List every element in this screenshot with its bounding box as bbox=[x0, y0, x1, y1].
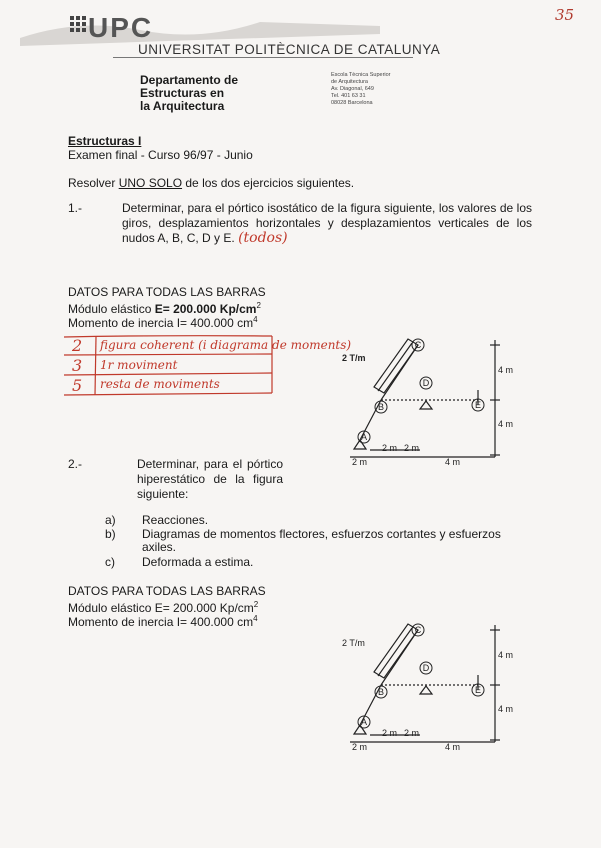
q2-item-label: c) bbox=[105, 555, 115, 569]
data2-inertia-label: Momento de inercia I= 400.000 cm bbox=[68, 615, 254, 629]
node-label: A bbox=[360, 717, 368, 727]
dim-label: 2 m bbox=[352, 742, 368, 752]
node-label: E bbox=[474, 685, 482, 695]
dim-label: 4 m bbox=[498, 365, 514, 375]
node-label: C bbox=[414, 340, 422, 350]
data2-inertia-exp: 4 bbox=[253, 614, 258, 623]
node-label: B bbox=[377, 687, 385, 697]
data1-heading: DATOS PARA TODAS LAS BARRAS bbox=[68, 285, 266, 299]
instruction-after: de los dos ejercicios siguientes. bbox=[182, 176, 355, 190]
dim-label: 2 m bbox=[352, 457, 368, 467]
q2-item-label: a) bbox=[105, 513, 116, 527]
grade-comment: resta de moviments bbox=[100, 377, 220, 391]
header-rule bbox=[113, 57, 413, 58]
instruction bbox=[68, 176, 354, 190]
data1-inertia bbox=[68, 313, 258, 330]
q1-body: Determinar, para el pórtico isostático de la figura siguiente, los valores de los giros, desplazamientos horizontales y desplazamientos verticales de los nudos A, B, C, D y E. bbox=[122, 201, 532, 245]
q2-item-label: b) bbox=[105, 527, 116, 541]
q1-handwritten-note: (todos) bbox=[238, 230, 288, 246]
dim-label: 4 m bbox=[445, 457, 461, 467]
q1-text bbox=[122, 201, 532, 246]
data1-inertia-exp: 4 bbox=[253, 315, 258, 324]
department-line: la Arquitectura bbox=[140, 99, 225, 113]
node-label: A bbox=[360, 432, 368, 442]
load-label: 2 T/m bbox=[342, 638, 365, 648]
dim-label: 2 m bbox=[404, 728, 420, 738]
data2-modulus-label: Módulo elástico E= 200.000 Kp/cm bbox=[68, 601, 254, 615]
grade-score: 2 bbox=[72, 336, 83, 355]
data2-heading: DATOS PARA TODAS LAS BARRAS bbox=[68, 584, 266, 598]
dim-label: 4 m bbox=[498, 419, 514, 429]
load-label: 2 T/m bbox=[342, 353, 366, 363]
structure-figure-2 bbox=[330, 620, 520, 755]
grading-line bbox=[95, 337, 96, 395]
school-line: 08028 Barcelona bbox=[331, 100, 373, 106]
q2-number: 2.- bbox=[68, 457, 83, 471]
data2-inertia bbox=[68, 612, 258, 629]
dim-label: 4 m bbox=[445, 742, 461, 752]
q2-item-text: Diagramas de momentos flectores, esfuerzos cortantes y esfuerzos axiles. bbox=[142, 527, 501, 554]
course-subtitle: Examen final - Curso 96/97 - Junio bbox=[68, 148, 253, 162]
instruction-emphasis: UNO SOLO bbox=[118, 176, 183, 190]
node-label: E bbox=[474, 400, 482, 410]
support-d bbox=[420, 401, 432, 409]
department-name bbox=[140, 74, 290, 113]
dim-label: 2 m bbox=[382, 728, 398, 738]
data1-modulus-label: Módulo elástico bbox=[68, 302, 155, 316]
page-number: 35 bbox=[555, 6, 575, 24]
instruction-before: Resolver bbox=[68, 176, 119, 190]
school-address bbox=[331, 72, 411, 107]
data1-modulus-value: E= 200.000 Kp/cm bbox=[154, 302, 257, 316]
grade-comment: 1r moviment bbox=[100, 358, 178, 372]
data1-inertia-label: Momento de inercia I= 400.000 cm bbox=[68, 316, 254, 330]
dim-label: 4 m bbox=[498, 650, 514, 660]
dim-label: 2 m bbox=[382, 443, 398, 453]
department-line: Estructuras en bbox=[140, 86, 225, 100]
dim-label: 4 m bbox=[498, 704, 514, 714]
course-title: Estructuras I bbox=[68, 134, 142, 148]
data1-modulus-exp: 2 bbox=[256, 301, 261, 310]
node-label: B bbox=[377, 402, 385, 412]
node-label: C bbox=[414, 625, 422, 635]
structure-figure-1 bbox=[330, 335, 520, 470]
school-line: Tel. 401 63 31 bbox=[331, 93, 366, 99]
load-hatch bbox=[378, 628, 412, 676]
school-line: Escola Tècnica Superior bbox=[331, 72, 391, 78]
q2-text: Determinar, para el pórtico hiperestático de la figura siguiente: bbox=[137, 457, 283, 501]
university-name: UNIVERSITAT POLITÈCNICA DE CATALUNYA bbox=[138, 42, 441, 57]
grade-comment: figura coherent (i diagrama de moments) bbox=[100, 338, 352, 352]
node-label: D bbox=[422, 378, 430, 388]
data2-modulus-exp: 2 bbox=[253, 600, 259, 609]
q2-item-text: Deformada a estima. bbox=[142, 555, 254, 569]
dim-label: 2 m bbox=[404, 443, 420, 453]
logo-text: UPC bbox=[88, 12, 154, 43]
school-line: Av. Diagonal, 649 bbox=[331, 86, 374, 92]
node-label: D bbox=[422, 663, 430, 673]
school-line: de Arquitectura bbox=[331, 79, 368, 85]
grading-line bbox=[64, 336, 272, 337]
grade-score: 5 bbox=[72, 376, 83, 395]
q1-number: 1.- bbox=[68, 201, 83, 215]
support-d bbox=[420, 686, 432, 694]
q2-item-text: Reacciones. bbox=[142, 513, 209, 527]
load-hatch bbox=[378, 343, 412, 391]
grade-score: 3 bbox=[72, 356, 83, 375]
department-line: Departamento de bbox=[140, 73, 239, 87]
